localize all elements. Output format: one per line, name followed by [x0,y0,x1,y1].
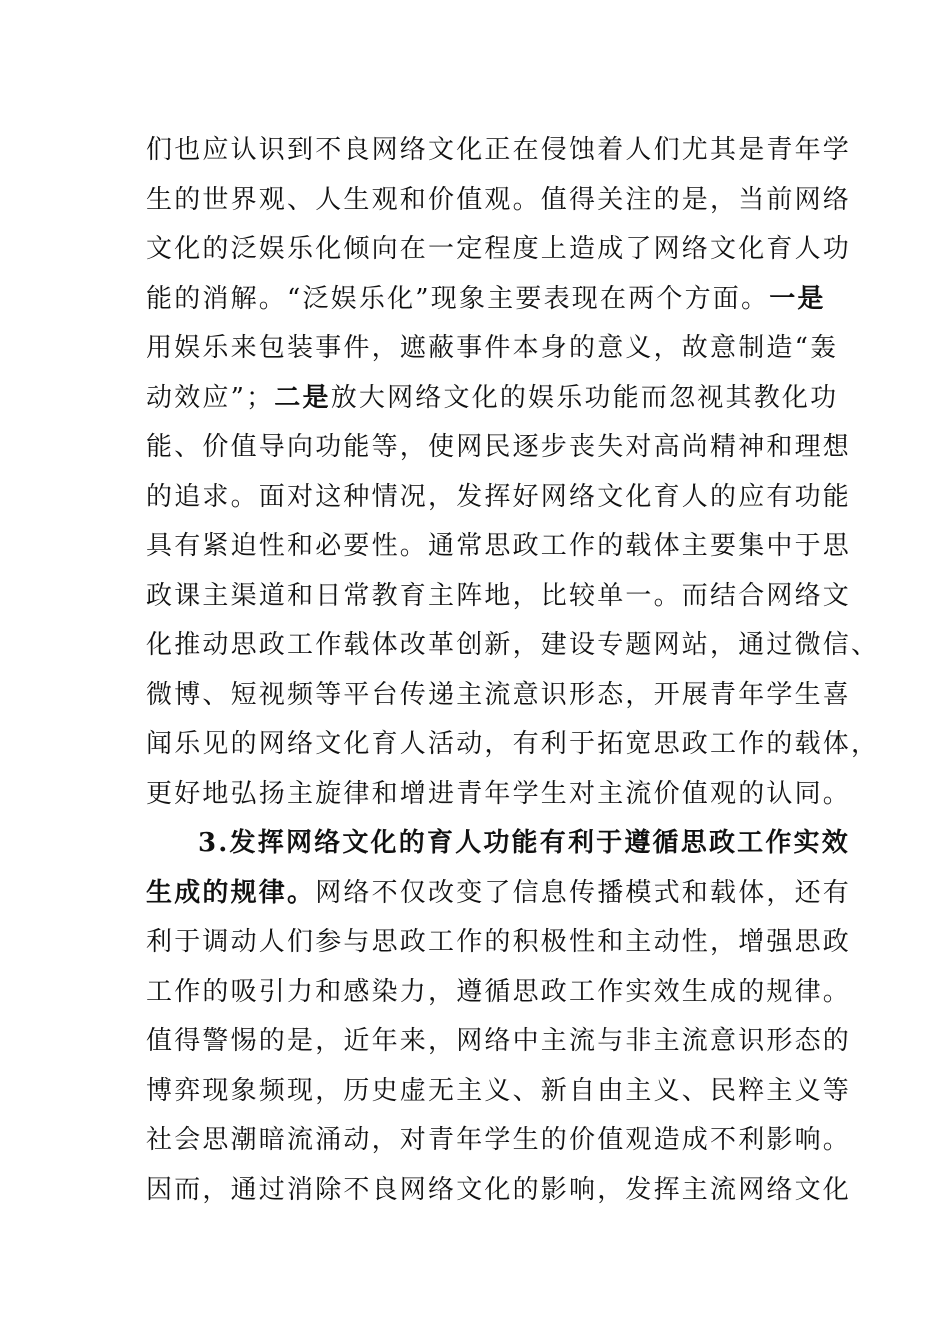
text-segment: 生的世界观、人生观和价值观。值得关注的是，当前网络 [146,184,852,215]
text-segment: 用娱乐来包装事件，遮蔽事件本身的意义，故意制造“轰 [146,333,839,363]
text-line [146,423,852,473]
text-segment: 值得警惕的是，近年来，网络中主流与非主流意识形态的 [146,1026,852,1056]
text-line [146,176,852,226]
text-segment: 闻乐见的网络文化育人活动，有利于拓宽思政工作的载体， [146,729,880,759]
bold-text-segment: 一是 [769,283,826,314]
text-segment: 放大网络文化的娱乐功能而忽视其教化功 [330,382,839,413]
text-segment: 更好地弘扬主旋律和增进青年学生对主流价值观的认同。 [146,778,852,809]
bold-text-segment: 3.发挥网络文化的育人功能有利于遵循思政工作实效 [198,828,850,858]
text-segment: 微博、短视频等平台传递主流意识形态，开展青年学生喜 [146,679,852,710]
text-segment: 因而，通过消除不良网络文化的影响，发挥主流网络文化 [146,1174,852,1205]
text-line [146,1067,852,1117]
text-segment: 化推动思政工作载体改革创新，建设专题网站，通过微信、 [146,630,880,660]
text-segment: 动效应”； [146,382,275,413]
text-line [146,473,852,523]
text-segment: 利于调动人们参与思政工作的积极性和主动性，增强思政 [146,927,852,957]
text-segment: 文化的泛娱乐化倾向在一定程度上造成了网络文化育人功 [146,234,852,264]
text-segment: 能的消解。“泛娱乐化”现象主要表现在两个方面。 [146,283,770,314]
document-body [146,126,880,1215]
text-segment: 的追求。面对这种情况，发挥好网络文化育人的应有功能 [146,481,852,512]
text-line [146,720,880,770]
text-line [146,621,880,671]
bold-text-segment: 生成的规律。 [146,877,316,908]
text-line [146,1116,852,1166]
text-segment: 能、价值导向功能等，使网民逐步丧失对高尚精神和理想 [146,432,852,462]
text-segment: 网络不仅改变了信息传播模式和载体，还有 [315,877,852,908]
text-segment: 工作的吸引力和感染力，遵循思政工作实效生成的规律。 [146,976,852,1007]
text-line [146,1166,852,1216]
text-line [146,324,839,374]
text-line [146,918,852,968]
text-line [146,275,826,325]
text-line [146,1017,852,1067]
section-heading-line [146,819,850,869]
text-line [146,522,852,572]
bold-text-segment: 二是 [274,382,331,413]
text-line [146,671,852,721]
text-line [146,869,852,919]
text-line [146,572,852,622]
text-segment: 社会思潮暗流涌动，对青年学生的价值观造成不利影响。 [146,1125,852,1155]
text-line [146,126,852,176]
text-line [146,225,852,275]
text-segment: 们也应认识到不良网络文化正在侵蚀着人们尤其是青年学 [146,135,852,165]
text-line [146,968,852,1018]
text-line [146,770,852,820]
text-segment: 具有紧迫性和必要性。通常思政工作的载体主要集中于思 [146,531,852,561]
text-segment: 政课主渠道和日常教育主阵地，比较单一。而结合网络文 [146,580,852,611]
text-line [146,374,839,424]
text-segment: 博弈现象频现，历史虚无主义、新自由主义、民粹主义等 [146,1075,852,1106]
